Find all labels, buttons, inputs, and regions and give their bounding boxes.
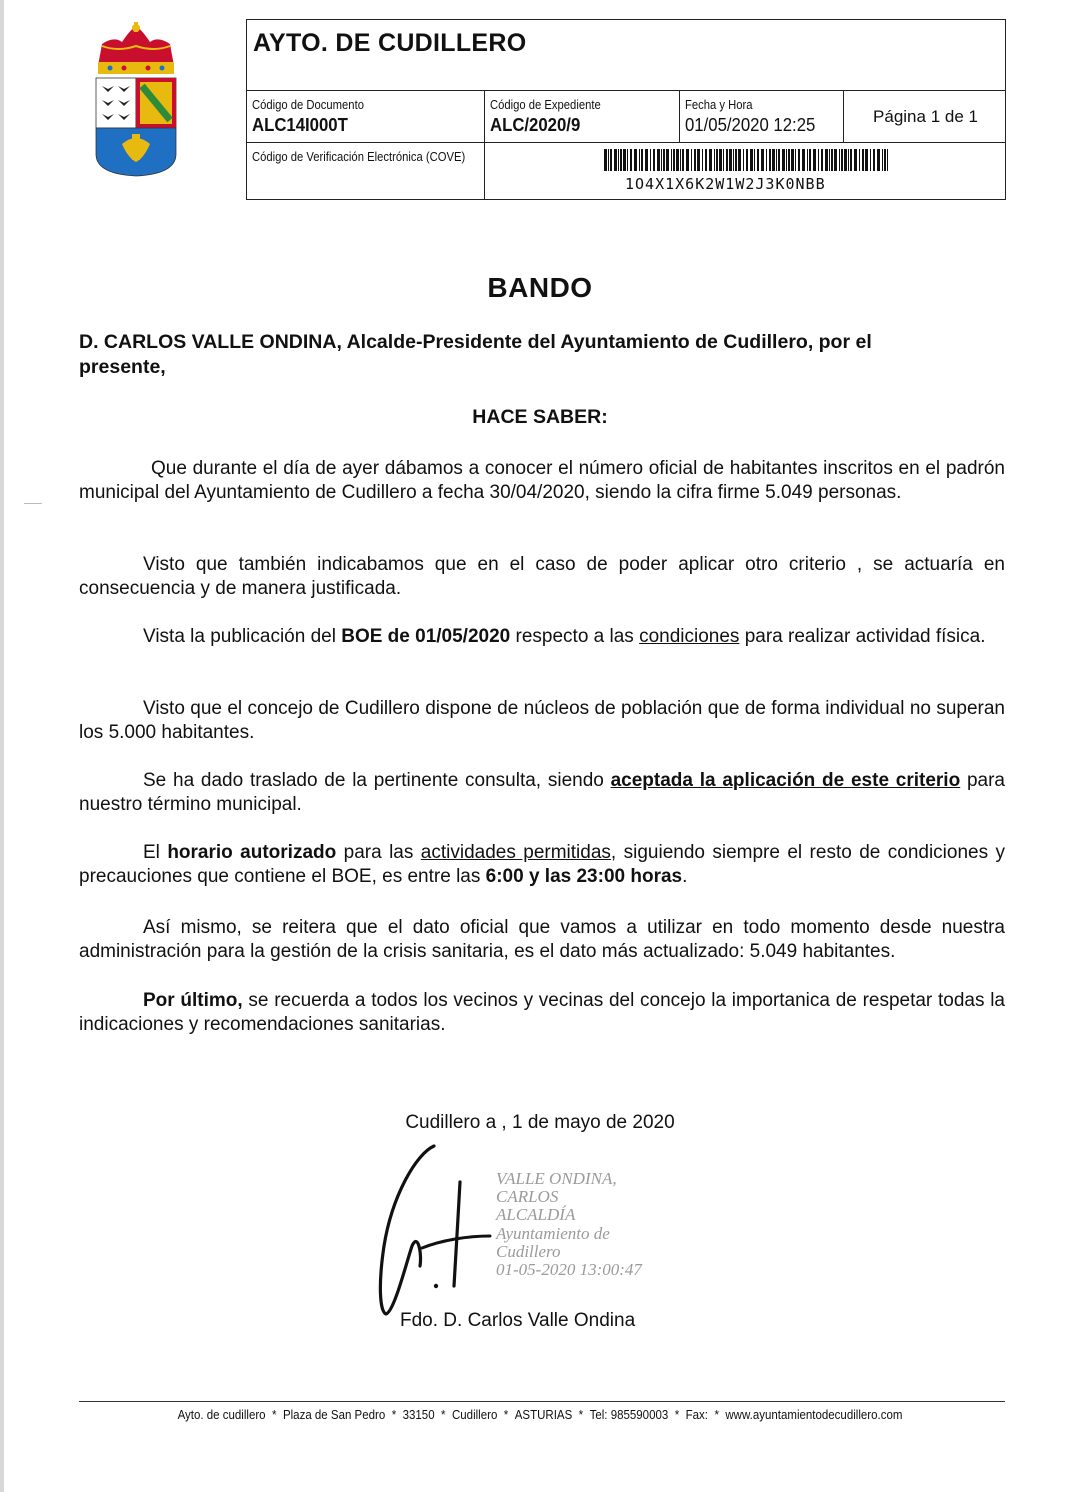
intro-line-1: D. CARLOS VALLE ONDINA, Alcalde-Presidente del Ayuntamiento de Cudillero, por el (79, 331, 872, 353)
barcode-bar (691, 149, 692, 171)
stamp-line-2: CARLOS (496, 1187, 559, 1207)
footer-postal: 33150 (402, 1408, 435, 1422)
barcode-bar (834, 149, 837, 171)
hace-saber-heading: HACE SABER: (472, 406, 608, 428)
barcode-bar (666, 149, 669, 171)
intro-line-2: presente, (79, 356, 166, 378)
criterio-aceptado: aceptada la aplicación de este criterio (610, 770, 961, 791)
footer-separator: * (391, 1408, 397, 1422)
barcode-bar (726, 149, 728, 171)
barcode-bar (854, 149, 857, 171)
barcode-bar (623, 149, 626, 171)
barcode-bar (682, 149, 684, 171)
barcode-bar (604, 149, 607, 171)
stamp-line-1: VALLE ONDINA, (496, 1169, 617, 1188)
barcode-bar (795, 149, 796, 171)
footer-divider (79, 1401, 1005, 1402)
footer-separator: * (503, 1408, 509, 1422)
place-and-date: Cudillero a , 1 de mayo de 2020 (405, 1112, 675, 1133)
barcode-bar (761, 149, 764, 171)
electronic-signature-stamp (496, 1170, 642, 1279)
barcode-bar (716, 149, 718, 171)
horario-autorizado: horario autorizado (167, 842, 337, 863)
footer-fax: Fax: (685, 1408, 709, 1422)
footer-org: Ayto. de cudillero (177, 1408, 266, 1422)
barcode-bar (884, 149, 886, 171)
cove-label: Código de Verificación Electrónica (COVE) (252, 150, 466, 164)
barcode-bar (786, 149, 787, 171)
barcode-bar (671, 149, 672, 171)
barcode-bar (705, 149, 707, 171)
footer-separator: * (714, 1408, 719, 1422)
file-code-label: Código de Expediente (490, 98, 601, 112)
barcode-bar (614, 149, 617, 171)
barcode-bar (714, 149, 715, 171)
paragraph-6-text-c: para las (336, 842, 421, 863)
paragraph-3-text-c: respecto a las (510, 626, 640, 647)
document-code-cell (247, 91, 485, 142)
barcode-bar (680, 149, 681, 171)
paragraph-6-text-g: . (682, 865, 688, 887)
page-number: Página 1 de 1 (873, 107, 978, 126)
barcode-bar (839, 149, 840, 171)
cove-code-cell (485, 143, 1007, 200)
barcode-bar (807, 149, 808, 171)
document-code-value: ALC14I000T (252, 115, 348, 135)
footer-web[interactable]: www.ayuntamientodecudillero.com (725, 1408, 903, 1422)
barcode-bar (639, 149, 640, 171)
barcode-bar (673, 149, 675, 171)
handwritten-signature (372, 1136, 492, 1326)
stamp-line-5: Cudillero (496, 1241, 561, 1261)
barcode-bar (769, 149, 771, 171)
stamp-line-3: ALCALDÍA (496, 1205, 576, 1225)
barcode-bar (844, 149, 847, 171)
coat-of-arms-logo (92, 22, 180, 178)
file-code-cell (485, 91, 680, 142)
barcode-bar (608, 149, 609, 171)
barcode-bar (887, 149, 888, 171)
footer-region: ASTURIAS (514, 1408, 573, 1422)
barcode-bar (610, 149, 612, 171)
barcode-bar (809, 149, 811, 171)
barcode-image (604, 149, 888, 171)
footer-separator: * (441, 1408, 446, 1422)
paragraph-4-text: Visto que el concejo de Cudillero dispone de núcleos de población que de forma individual no superan los 5.000 habitantes. (79, 698, 1005, 743)
page-edge (0, 0, 4, 1492)
barcode-bar (757, 149, 759, 171)
barcode-bar (813, 149, 816, 171)
barcode-bar (850, 149, 852, 171)
barcode-bar (618, 149, 619, 171)
file-code-value: ALC/2020/9 (490, 115, 581, 135)
barcode-bar (862, 149, 864, 171)
barcode-bar (733, 149, 734, 171)
barcode-bar (743, 149, 744, 171)
barcode-bar (719, 149, 722, 171)
barcode-bar (788, 149, 790, 171)
datetime-cell (680, 91, 844, 142)
barcode-bar (825, 149, 828, 171)
paragraph-6-text-a: El (143, 842, 168, 863)
barcode-bar (831, 149, 833, 171)
datetime-value: 01/05/2020 12:25 (685, 115, 816, 135)
paragraph-7 (79, 916, 1005, 963)
barcode-bar (709, 149, 712, 171)
barcode-bar (791, 149, 794, 171)
barcode-bar (661, 149, 662, 171)
barcode-bar (772, 149, 775, 171)
por-ultimo: Por último, (143, 990, 243, 1011)
stamp-line-4: Ayuntamiento de (496, 1223, 610, 1243)
footer-town: Cudillero (451, 1408, 498, 1422)
paragraph-3-text-e: para realizar actividad física. (739, 626, 986, 647)
barcode-bar (657, 149, 660, 171)
condiciones-underlined: condiciones (639, 626, 740, 647)
paragraph-8 (79, 989, 1005, 1036)
footer-address: Plaza de San Pedro (282, 1408, 386, 1422)
paragraph-3 (79, 625, 1005, 649)
barcode-bar (798, 149, 800, 171)
paragraph-6 (79, 841, 1005, 888)
barcode-bar (870, 149, 871, 171)
barcode-bar (802, 149, 805, 171)
organization-title: AYTO. DE CUDILLERO (253, 29, 527, 57)
barcode-bar (738, 149, 741, 171)
stamp-line-6: 01-05-2020 13:00:47 (496, 1260, 642, 1280)
barcode-bar (776, 149, 777, 171)
signed-by: Fdo. D. Carlos Valle Ondina (400, 1310, 636, 1331)
intro-statement (79, 330, 1005, 380)
barcode-bar (841, 149, 843, 171)
barcode-bar (877, 149, 880, 171)
barcode-bar (735, 149, 737, 171)
horario-range: 6:00 y las 23:00 horas (485, 865, 683, 887)
barcode-bar (663, 149, 665, 171)
barcode-bar (645, 149, 648, 171)
page-cell (844, 91, 1007, 142)
barcode-bar (702, 149, 703, 171)
barcode-bar (873, 149, 875, 171)
barcode-bar (729, 149, 732, 171)
barcode-bar (627, 149, 628, 171)
paragraph-2 (79, 553, 1005, 600)
actividades-permitidas: actividades permitidas (420, 842, 611, 863)
footer-contact (43, 1408, 1037, 1422)
barcode-bar (882, 149, 883, 171)
cove-code: 1O4X1X6K2W1W2J3K0NBB (625, 175, 826, 193)
paragraph-5-text-c: para nuestro término municipal. (79, 770, 1005, 815)
document-title: BANDO (487, 272, 593, 303)
barcode-bar (829, 149, 830, 171)
boe-date: BOE de 01/05/2020 (341, 626, 511, 647)
barcode-bar (653, 149, 655, 171)
paragraph-6-text-e: , siguiendo siempre el resto de condiciones y precauciones que contiene el BOE, es entre las (79, 842, 1006, 887)
datetime-label: Fecha y Hora (685, 98, 753, 112)
paragraph-2-text: Visto que también indicabamos que en el caso de poder aplicar otro criterio , se actuaría en consecuencia y de manera justificada. (79, 554, 1005, 599)
barcode-bar (630, 149, 632, 171)
barcode-bar (778, 149, 780, 171)
cove-label-cell (247, 143, 485, 200)
barcode-bar (848, 149, 849, 171)
barcode-bar (859, 149, 860, 171)
paragraph-1 (79, 457, 1005, 504)
barcode-bar (750, 149, 753, 171)
footer-separator: * (578, 1408, 584, 1422)
barcode-bar (782, 149, 785, 171)
document-code-label: Código de Documento (252, 98, 364, 112)
barcode-bar (746, 149, 748, 171)
footer-tel: Tel: 985590003 (589, 1408, 669, 1422)
paragraph-8-text: se recuerda a todos los vecinos y vecinas del concejo la importanica de respetar todas la indicaciones y recomendaciones sanitarias. (79, 990, 1005, 1035)
barcode-bar (686, 149, 689, 171)
paragraph-4 (79, 697, 1005, 744)
barcode-bar (650, 149, 651, 171)
barcode-bar (766, 149, 767, 171)
barcode-bar (754, 149, 755, 171)
barcode-bar (821, 149, 823, 171)
document-header-table (246, 19, 1006, 200)
paragraph-3-text-a: Vista la publicación del (143, 626, 342, 647)
barcode-bar (641, 149, 643, 171)
barcode-bar (676, 149, 679, 171)
barcode-bar (694, 149, 696, 171)
footer-separator: * (674, 1408, 680, 1422)
barcode-bar (818, 149, 819, 171)
barcode-bar (865, 149, 868, 171)
scan-mark (24, 503, 42, 504)
paragraph-5-text-a: Se ha dado traslado de la pertinente consulta, siendo (143, 770, 611, 791)
paragraph-1-text: Que durante el día de ayer dábamos a conocer el número oficial de habitantes inscritos en el padrón municipal del Ayuntamiento de Cudillero a fecha 30/04/2020, siendo la cifra firme 5.049 personas. (79, 458, 1005, 503)
barcode-bar (723, 149, 724, 171)
paragraph-7-text: Así mismo, se reitera que el dato oficial que vamos a utilizar en todo momento desde nuestra administración para la gestión de la crisis sanitaria, es el dato más actualizado: 5.049 habitantes. (79, 917, 1005, 962)
paragraph-5 (79, 769, 1005, 816)
barcode-bar (697, 149, 700, 171)
footer-separator: * (272, 1408, 277, 1422)
barcode-bar (620, 149, 622, 171)
barcode-bar (634, 149, 637, 171)
